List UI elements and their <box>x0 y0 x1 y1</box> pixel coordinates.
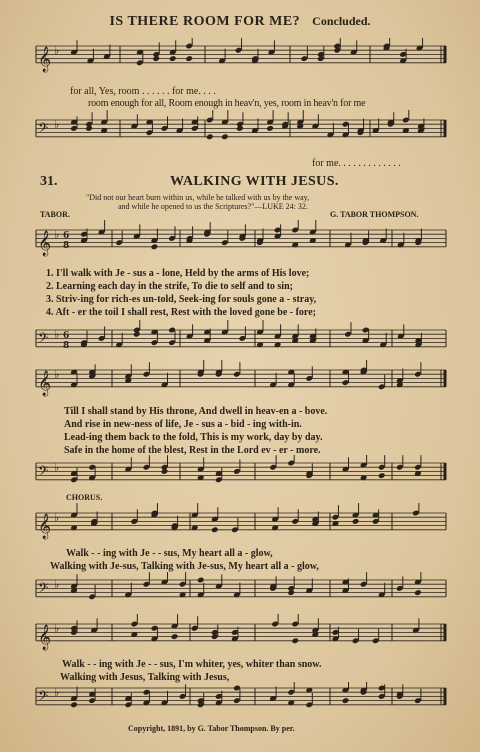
music-staff <box>0 503 480 551</box>
epigraph-line: "Did not our heart burn within us, while he talked with us by the way, <box>86 193 310 202</box>
svg-text:6: 6 <box>63 331 70 341</box>
music-staff <box>0 220 480 268</box>
lyric-line: for all, Yes, room . . . . . . for me. . . . <box>70 86 216 97</box>
chorus-line: Walking with Je-sus, Talking with Je-sus, My heart all a - glow, <box>50 561 319 572</box>
svg-text:𝄞: 𝄞 <box>38 230 52 256</box>
svg-text:𝄞: 𝄞 <box>38 370 52 396</box>
page-header <box>0 14 480 30</box>
svg-text:6: 6 <box>63 231 70 241</box>
svg-text:𝄞: 𝄞 <box>38 624 52 650</box>
verse-line: 1. I'll walk with Je - sus a - lone, Held by the arms of His love; <box>46 268 310 279</box>
composer-name: G. TABOR THOMPSON. <box>330 210 419 219</box>
svg-text:♭: ♭ <box>54 578 60 591</box>
svg-text:♭: ♭ <box>54 622 60 635</box>
svg-text:8: 8 <box>63 240 70 251</box>
svg-text:𝄢: 𝄢 <box>38 687 49 707</box>
chorus-label: CHORUS. <box>66 493 103 502</box>
svg-text:𝄢: 𝄢 <box>38 579 49 599</box>
verse-line: 4. Aft - er the toil I shall rest, Rest with the loved gone be - fore; <box>46 307 316 318</box>
svg-text:♭: ♭ <box>54 511 60 524</box>
verse-line: 2. Learning each day in the strife, To die to self and to sin; <box>46 281 293 292</box>
verse-line: 3. Striv-ing for rich-es un-told, Seek-ing for souls gone a - stray, <box>46 294 317 305</box>
copyright-notice: Copyright, 1891, by G. Tabor Thompson. By per. <box>128 724 295 733</box>
song-number: 31. <box>40 174 58 189</box>
chorus-line: Walking with Jesus, Talking with Jesus, <box>60 672 230 683</box>
svg-text:♭: ♭ <box>54 44 60 57</box>
lyric-line: for me. . . . . . . . . . . . . <box>312 158 401 169</box>
svg-text:𝄞: 𝄞 <box>38 513 52 539</box>
music-staff <box>0 614 480 662</box>
svg-text:♭: ♭ <box>54 461 60 474</box>
chorus-line: Walk - - ing with Je - - sus, I'm whiter, yes, whiter than snow. <box>62 659 322 670</box>
svg-text:♭: ♭ <box>54 368 60 381</box>
svg-text:♭: ♭ <box>54 228 60 241</box>
lyric-line: room enough for all, Room enough in heav'n, yes, room in heav'n for me <box>88 98 366 109</box>
verse-line: And rise in new-ness of life, Je - sus a - bid - ing with-in. <box>64 419 302 430</box>
svg-text:𝄢: 𝄢 <box>38 329 49 349</box>
svg-text:♭: ♭ <box>54 328 60 341</box>
music-staff <box>0 360 480 408</box>
music-staff <box>0 110 480 162</box>
svg-text:♭: ♭ <box>54 686 60 699</box>
music-staff <box>0 682 480 722</box>
tune-name: TABOR. <box>40 210 70 219</box>
music-staff <box>0 572 480 618</box>
song-title: WALKING WITH JESUS. <box>170 174 339 189</box>
header-title: IS THERE ROOM FOR ME? <box>109 14 301 29</box>
chorus-line: Walk - - ing with Je - - sus, My heart all a - glow, <box>66 548 273 559</box>
verse-line: Safe in the home of the blest, Rest in the Lord ev - er - more. <box>64 445 321 456</box>
epigraph-line: and while he opened to us the Scriptures?"—LUKE 24: 32. <box>118 202 308 211</box>
svg-text:𝄢: 𝄢 <box>38 119 49 139</box>
verse-line: Lead-ing them back to the fold, This is my work, day by day. <box>64 432 323 443</box>
svg-text:♭: ♭ <box>54 118 60 131</box>
svg-text:𝄞: 𝄞 <box>38 46 52 72</box>
svg-text:8: 8 <box>63 340 70 351</box>
verse-line: Till I shall stand by His throne, And dwell in heav-en a - bove. <box>64 406 328 417</box>
header-subtitle: Concluded. <box>312 14 371 28</box>
svg-text:𝄢: 𝄢 <box>38 462 49 482</box>
